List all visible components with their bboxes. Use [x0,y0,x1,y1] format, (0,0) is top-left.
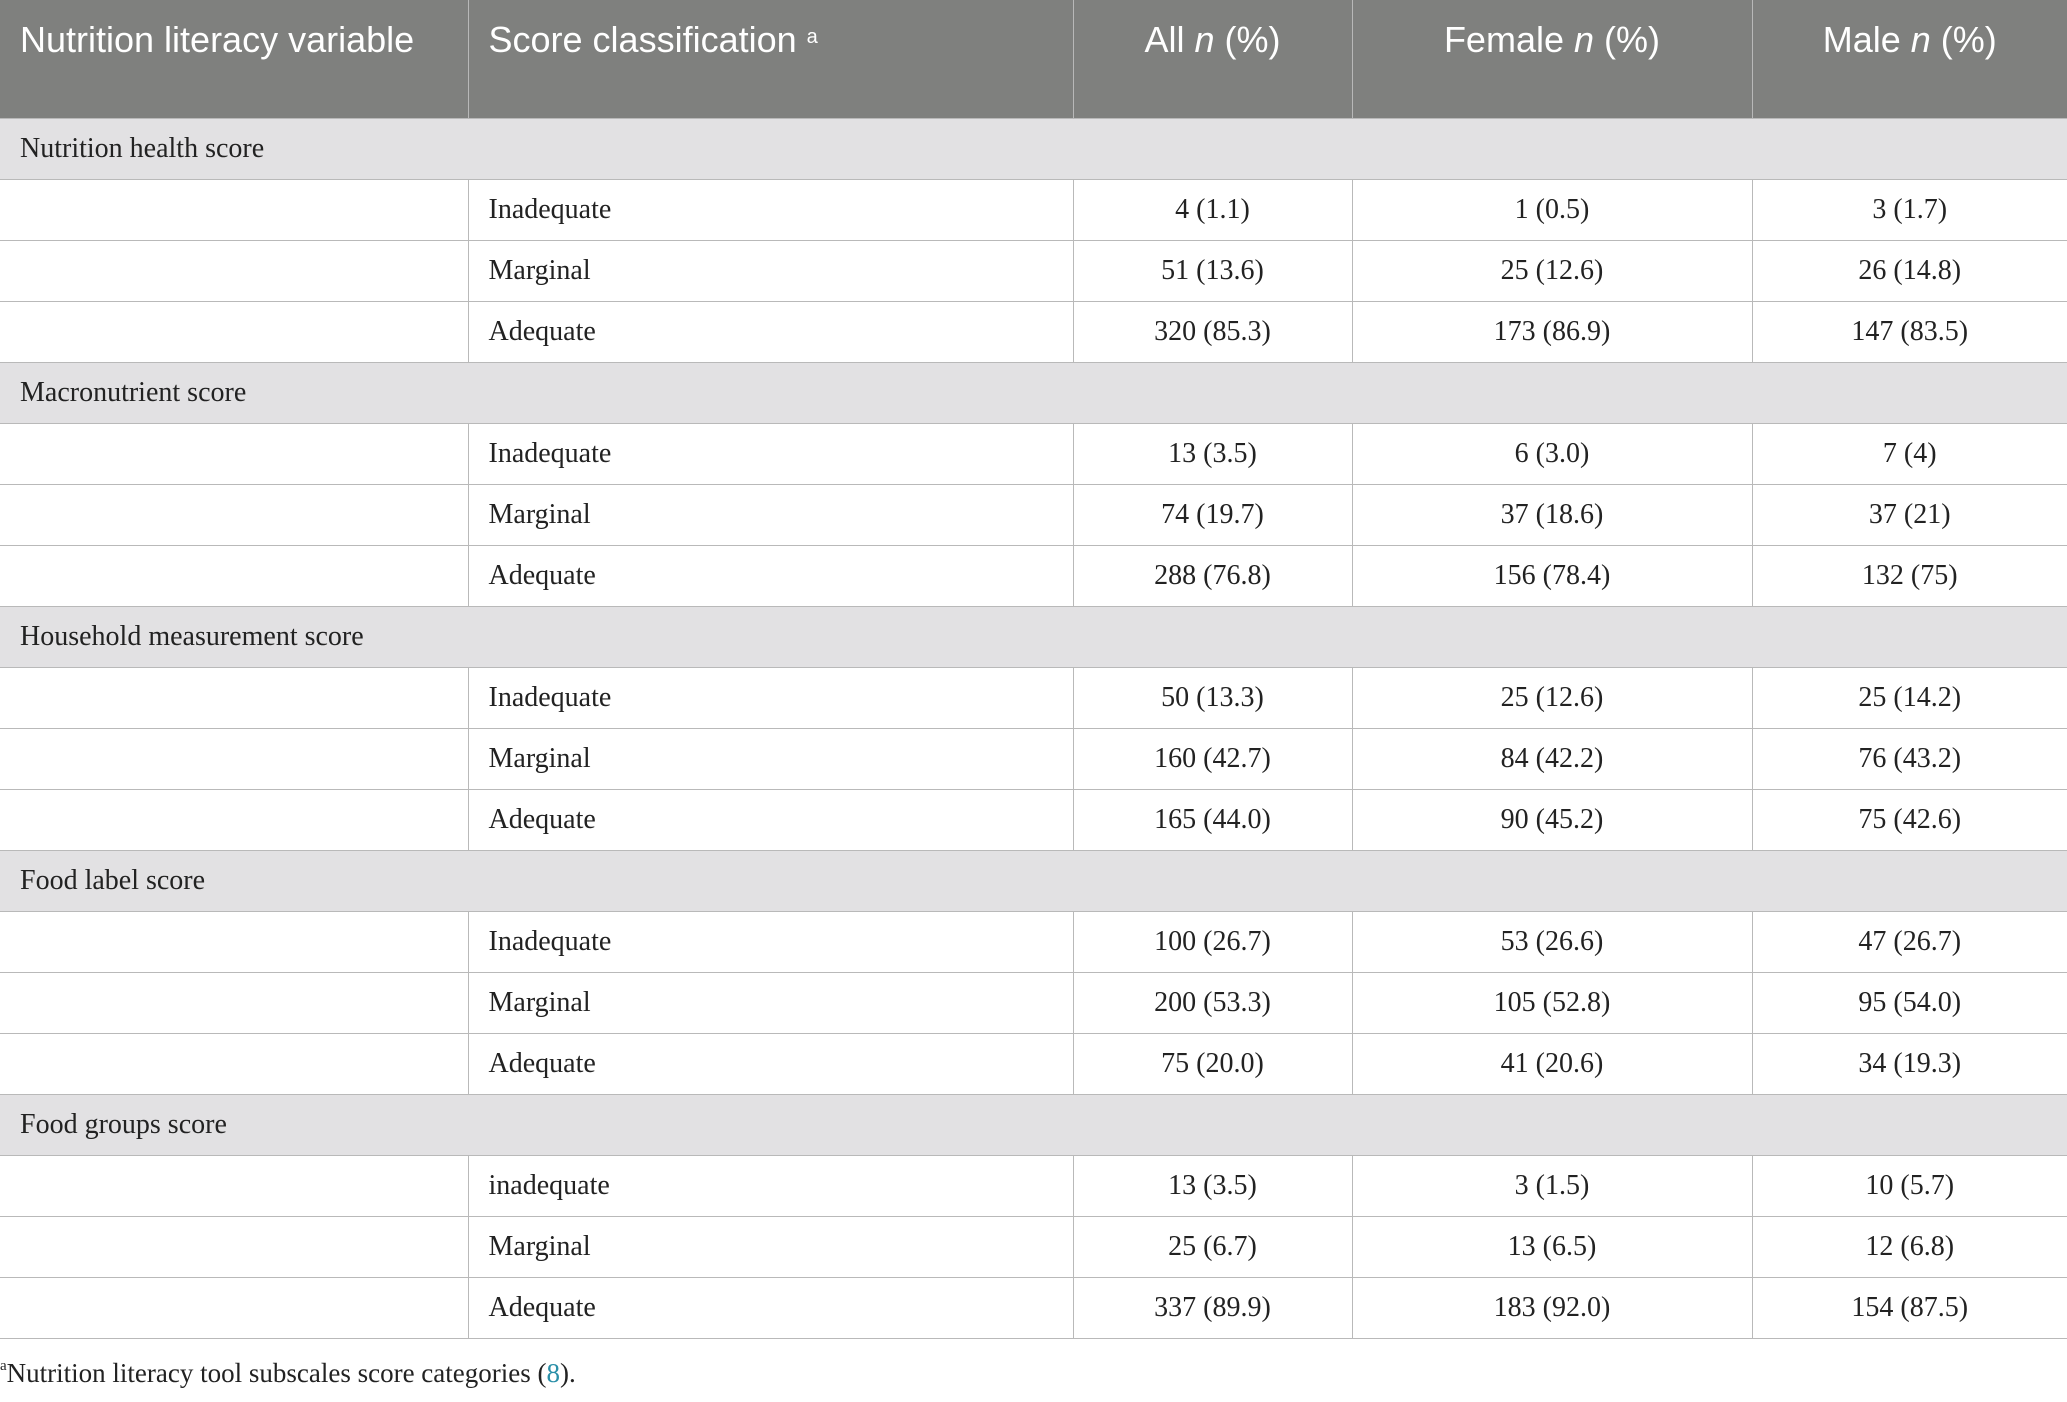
table-row [0,1277,2067,1338]
table-row [0,179,2067,240]
female-cell: 13 (6.5) [1352,1216,1752,1277]
header-classification-footnote-marker: a [806,26,818,48]
all-cell: 75 (20.0) [1073,1033,1352,1094]
male-cell: 75 (42.6) [1752,789,2067,850]
classification-cell: Adequate [468,1277,1073,1338]
table-row [0,301,2067,362]
header-all-label: All [1144,19,1185,60]
all-cell: 25 (6.7) [1073,1216,1352,1277]
all-cell: 100 (26.7) [1073,911,1352,972]
variable-cell [0,667,468,728]
table-row [0,240,2067,301]
male-cell: 7 (4) [1752,423,2067,484]
all-cell: 13 (3.5) [1073,423,1352,484]
male-cell: 154 (87.5) [1752,1277,2067,1338]
footnote-tail: ). [560,1358,576,1388]
table-row [0,545,2067,606]
all-cell: 51 (13.6) [1073,240,1352,301]
table-row [0,1155,2067,1216]
group-row [0,850,2067,911]
all-cell: 320 (85.3) [1073,301,1352,362]
variable-cell [0,789,468,850]
header-female [1352,0,1752,118]
table-footnote [0,1358,576,1389]
female-cell: 105 (52.8) [1352,972,1752,1033]
male-cell: 26 (14.8) [1752,240,2067,301]
variable-cell [0,240,468,301]
classification-cell: Marginal [468,484,1073,545]
all-cell: 165 (44.0) [1073,789,1352,850]
variable-cell [0,1033,468,1094]
header-variable-label: Nutrition literacy variable [20,19,415,60]
group-row [0,1094,2067,1155]
all-cell: 50 (13.3) [1073,667,1352,728]
group-row [0,118,2067,179]
female-cell: 1 (0.5) [1352,179,1752,240]
table-header [0,0,2067,118]
female-cell: 173 (86.9) [1352,301,1752,362]
female-cell: 3 (1.5) [1352,1155,1752,1216]
classification-cell: Inadequate [468,423,1073,484]
classification-cell: Adequate [468,301,1073,362]
footnote-marker: a [0,1358,7,1374]
female-cell: 90 (45.2) [1352,789,1752,850]
header-classification [468,0,1073,118]
table-row [0,484,2067,545]
group-row [0,362,2067,423]
header-all-pct: (%) [1224,19,1281,60]
male-cell: 76 (43.2) [1752,728,2067,789]
variable-cell [0,1155,468,1216]
group-label: Nutrition health score [0,118,2067,179]
variable-cell [0,1216,468,1277]
classification-cell: Adequate [468,789,1073,850]
female-cell: 53 (26.6) [1352,911,1752,972]
variable-cell [0,423,468,484]
male-cell: 25 (14.2) [1752,667,2067,728]
table-row [0,789,2067,850]
header-male-label: Male [1822,19,1901,60]
female-cell: 156 (78.4) [1352,545,1752,606]
group-row [0,606,2067,667]
table-row [0,728,2067,789]
classification-cell: Marginal [468,1216,1073,1277]
male-cell: 3 (1.7) [1752,179,2067,240]
male-cell: 147 (83.5) [1752,301,2067,362]
male-cell: 95 (54.0) [1752,972,2067,1033]
variable-cell [0,484,468,545]
classification-cell: Marginal [468,240,1073,301]
header-male [1752,0,2067,118]
female-cell: 6 (3.0) [1352,423,1752,484]
all-cell: 200 (53.3) [1073,972,1352,1033]
classification-cell: Marginal [468,728,1073,789]
variable-cell [0,972,468,1033]
footnote-text: Nutrition literacy tool subscales score categories ( [6,1358,547,1388]
female-cell: 25 (12.6) [1352,667,1752,728]
female-cell: 84 (42.2) [1352,728,1752,789]
table-row [0,423,2067,484]
table-row [0,1216,2067,1277]
female-cell: 37 (18.6) [1352,484,1752,545]
all-cell: 337 (89.9) [1073,1277,1352,1338]
male-cell: 34 (19.3) [1752,1033,2067,1094]
group-label: Food groups score [0,1094,2067,1155]
variable-cell [0,1277,468,1338]
group-label: Household measurement score [0,606,2067,667]
group-label: Food label score [0,850,2067,911]
header-male-n: n [1910,19,1931,60]
header-female-pct: (%) [1604,19,1661,60]
classification-cell: Marginal [468,972,1073,1033]
male-cell: 37 (21) [1752,484,2067,545]
male-cell: 132 (75) [1752,545,2067,606]
variable-cell [0,545,468,606]
all-cell: 74 (19.7) [1073,484,1352,545]
header-variable [0,0,468,118]
variable-cell [0,179,468,240]
classification-cell: Adequate [468,1033,1073,1094]
classification-cell: inadequate [468,1155,1073,1216]
group-label: Macronutrient score [0,362,2067,423]
table-row [0,972,2067,1033]
footnote-reference-link[interactable]: 8 [546,1358,560,1388]
male-cell: 12 (6.8) [1752,1216,2067,1277]
classification-cell: Adequate [468,545,1073,606]
table-row [0,667,2067,728]
variable-cell [0,728,468,789]
table-body [0,118,2067,1338]
classification-cell: Inadequate [468,911,1073,972]
all-cell: 160 (42.7) [1073,728,1352,789]
male-cell: 47 (26.7) [1752,911,2067,972]
variable-cell [0,301,468,362]
header-classification-label: Score classification [488,19,797,60]
female-cell: 183 (92.0) [1352,1277,1752,1338]
header-male-pct: (%) [1940,19,1997,60]
header-all-n: n [1194,19,1215,60]
all-cell: 4 (1.1) [1073,179,1352,240]
female-cell: 41 (20.6) [1352,1033,1752,1094]
header-all [1073,0,1352,118]
variable-cell [0,911,468,972]
table-row [0,911,2067,972]
all-cell: 13 (3.5) [1073,1155,1352,1216]
female-cell: 25 (12.6) [1352,240,1752,301]
header-female-label: Female [1443,19,1564,60]
classification-cell: Inadequate [468,179,1073,240]
classification-cell: Inadequate [468,667,1073,728]
table-row [0,1033,2067,1094]
all-cell: 288 (76.8) [1073,545,1352,606]
header-female-n: n [1574,19,1595,60]
male-cell: 10 (5.7) [1752,1155,2067,1216]
